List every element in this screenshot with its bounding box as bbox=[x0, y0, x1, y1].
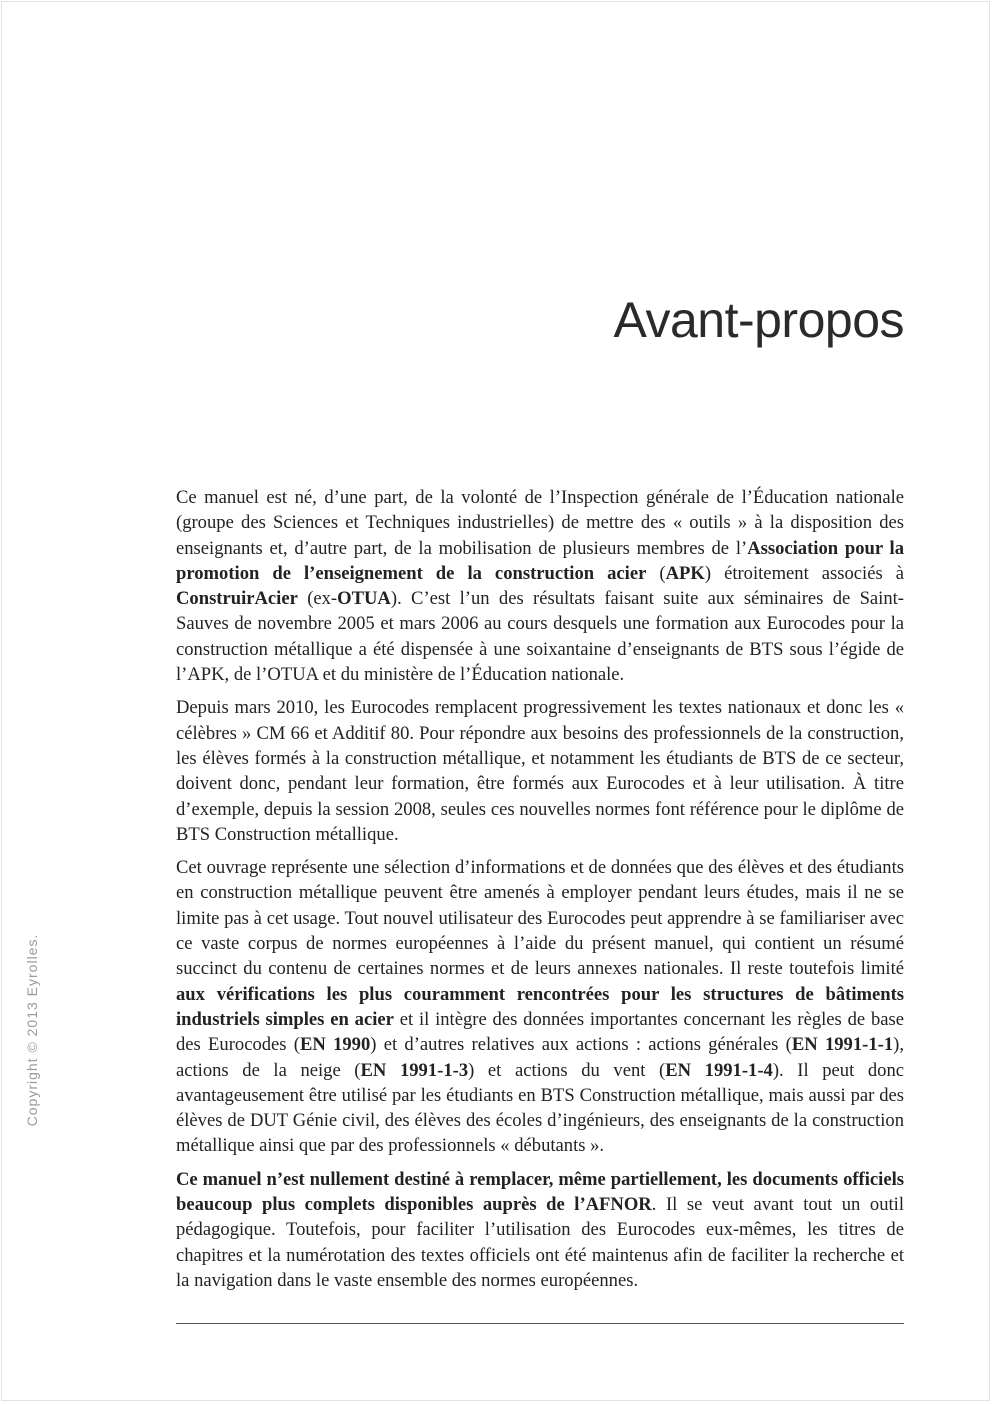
page-title: Avant-propos bbox=[613, 292, 904, 348]
bold-text: EN 1991-1-4 bbox=[665, 1059, 773, 1081]
text-run: Depuis mars 2010, les Eurocodes remplacent progressivement les textes nationaux et donc les « célèbres » CM 66 et Additif 80. Pour répondre aux besoins des professionnels de la construction, les élèves formés à la construction métallique, et notamment les étudiants de BTS de ce secteur, doivent donc, pendant leur formation, être formés aux Eurocodes et à leur utilisation. À titre d’exemple, depuis la session 2008, seules ces nouvelles normes font référence pour le diplôme de BTS Construction métallique. bbox=[176, 697, 904, 845]
paragraph bbox=[176, 695, 904, 847]
text-run: Cet ouvrage représente une sélection d’informations et de données que des élèves et des étudiants en construction métallique peuvent être amenés à employer pendant leurs études, mais il ne se limite pas à cet usage. Tout nouvel utilisateur des Eurocodes peut apprendre à se familiariser avec ce vaste corpus de normes européennes à l’aide du présent manuel, qui contient un résumé succinct du contenu de certaines normes et de leurs annexes nationales. Il reste toutefois limité bbox=[176, 857, 904, 980]
bold-text: OTUA bbox=[337, 588, 391, 610]
text-run: ), actions de la neige ( bbox=[176, 1034, 904, 1081]
bottom-rule bbox=[176, 1323, 904, 1324]
text-run: (ex- bbox=[297, 588, 338, 610]
foreword-body bbox=[176, 485, 904, 1301]
text-run: ). Il peut donc avantageusement être utilisé par les étudiants en BTS Construction métallique, mais aussi par des élèves de DUT Génie civil, des élèves des écoles d’ingénieurs, des enseignants de la construction métallique ainsi que par des professionnels « débutants ». bbox=[176, 1059, 904, 1157]
bold-text: APK bbox=[665, 562, 705, 584]
bold-text: EN 1991-1-1 bbox=[791, 1034, 894, 1056]
bold-text: aux vérifications les plus couramment rencontrées pour les structures de bâtiments industriels simples en acier bbox=[176, 983, 904, 1030]
paragraph bbox=[176, 485, 904, 687]
text-run: ). C’est l’un des résultats faisant suite aux séminaires de Saint-Sauves de novembre 2005 et mars 2006 au cours desquels une formation aux Eurocodes pour la construction métallique a été dispensée à une soixantaine d’enseignants de BTS sous l’égide de l’APK, de l’OTUA et du ministère de l’Éducation nationale. bbox=[176, 588, 904, 686]
text-run: et il intègre des données importantes concernant les règles de base des Eurocodes ( bbox=[176, 1008, 905, 1056]
paragraph bbox=[176, 855, 904, 1159]
bold-text: EN 1991-1-3 bbox=[360, 1059, 469, 1081]
text-run: ) étroitement associés à bbox=[704, 562, 904, 584]
text-run: Ce manuel est né, d’une part, de la volonté de l’Inspection générale de l’Éducation nationale (groupe des Sciences et Techniques industrielles) de mettre des « outils » à la disposition des enseignants et, d’autre part, de la mobilisation de plusieurs membres de l’ bbox=[176, 487, 904, 559]
text-run: ) et d’autres relatives aux actions : actions générales ( bbox=[370, 1034, 792, 1056]
copyright-notice: Copyright © 2013 Eyrolles. bbox=[24, 933, 40, 1127]
bold-text: Ce manuel n’est nullement destiné à remplacer, même partiellement, les documents officiels beaucoup plus complets disponibles auprès de l’AFNOR bbox=[176, 1168, 904, 1216]
text-run: ) et actions du vent ( bbox=[468, 1059, 666, 1081]
text-run: ( bbox=[646, 562, 666, 584]
text-run: . Il se veut avant tout un outil pédagogique. Toutefois, pour faciliter l’utilisation des Eurocodes eux-mêmes, les titres de chapitres et la numérotation des textes officiels ont été maintenus afin de faciliter la recherche et la navigation dans le vaste ensemble des normes européennes. bbox=[176, 1194, 904, 1291]
bold-text: ConstruirAcier bbox=[176, 588, 298, 610]
bold-text: EN 1990 bbox=[299, 1034, 371, 1056]
bold-text: Association pour la promotion de l’enseignement de la construction acier bbox=[176, 537, 904, 584]
paragraph bbox=[176, 1167, 904, 1293]
